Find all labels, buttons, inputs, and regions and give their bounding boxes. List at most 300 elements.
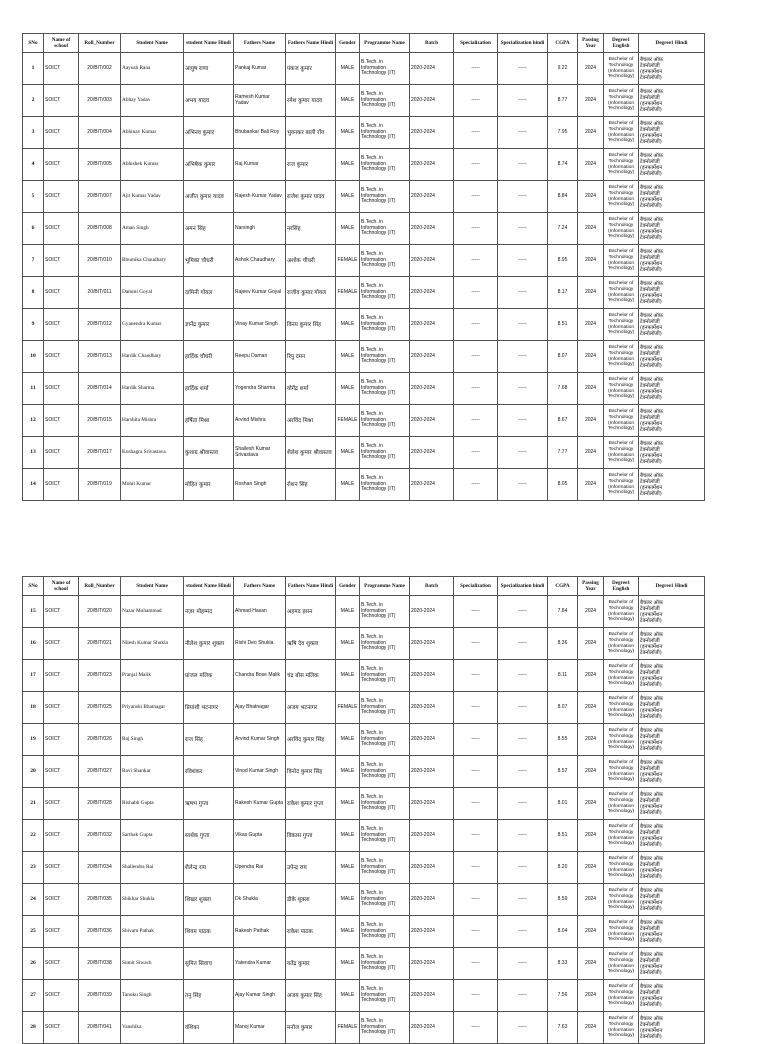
degree-english-line: Bachelor of — [608, 217, 634, 223]
degree-english-line: Technology — [608, 222, 634, 228]
programme-name — [360, 213, 410, 245]
column-header: Degree1 English — [604, 577, 639, 596]
specialization-hindi: ----- — [498, 820, 548, 852]
specialization-hindi: ----- — [498, 341, 548, 373]
table-row — [23, 469, 705, 501]
student-name: Tanuku Singh — [121, 980, 184, 1012]
student-name: Sarthak Gupta — [121, 820, 184, 852]
father-name-hindi: राज कुमार — [286, 149, 336, 181]
degree-english-line: Technology) — [607, 298, 635, 304]
programme-line: B.Tech. in — [361, 954, 383, 961]
school-name: SOICT — [44, 53, 79, 85]
programme-line: Technology (IT) — [361, 869, 396, 876]
degree-hindi-line: टेक्नोलॉजी) — [640, 170, 662, 177]
school-name: SOICT — [44, 884, 79, 916]
passing-year: 2024 — [578, 628, 604, 660]
programme-line: Technology (IT) — [361, 454, 396, 461]
degree-hindi-line: टेक्नोलॉजी — [640, 94, 660, 101]
degree-english-line: Technology — [608, 382, 634, 388]
degree-english — [604, 373, 639, 405]
school-name: SOICT — [44, 852, 79, 884]
column-header: Programme Name — [360, 577, 410, 596]
programme-line: Technology (IT) — [361, 230, 396, 237]
degree-english-line: (Information — [607, 292, 635, 298]
programme-line: B.Tech. in — [361, 251, 383, 258]
programme-line: Information — [361, 767, 387, 774]
specialization-hindi: ----- — [498, 660, 548, 692]
degree-english — [604, 724, 639, 756]
student-name-hindi: हार्दिक शर्मा — [184, 373, 234, 405]
degree-hindi-line: (इनफार्मेशन — [640, 675, 663, 682]
cgpa: 7.68 — [548, 373, 578, 405]
degree-hindi-line: (इनफार्मेशन — [640, 995, 663, 1002]
degree-english-line: Technology) — [607, 330, 635, 336]
programme-name — [360, 884, 410, 916]
serial-number: 23 — [23, 852, 44, 884]
serial-number: 8 — [23, 277, 44, 309]
specialization-hindi: ----- — [498, 405, 548, 437]
column-header: Student Name — [121, 34, 184, 53]
specialization: ----- — [454, 628, 498, 660]
specialization: ----- — [454, 437, 498, 469]
degree-hindi-line: टेक्नोलॉजी) — [640, 362, 662, 369]
roll-number: 20/BIT/019 — [79, 469, 121, 501]
student-name: Pranjal Malik — [121, 660, 184, 692]
student-name: Damini Goyal — [121, 277, 184, 309]
student-name-hindi: नीलेश कुमार शुक्ला — [184, 628, 234, 660]
degree-hindi-line: टेक्नोलॉजी) — [640, 458, 662, 465]
father-name-hindi: विकास गुप्ता — [286, 820, 336, 852]
degree-english-line: Technology — [608, 989, 634, 995]
student-name-hindi: वंशिका — [184, 1012, 234, 1044]
serial-number: 17 — [23, 660, 44, 692]
specialization: ----- — [454, 149, 498, 181]
degree-english-line: (Information — [607, 484, 635, 490]
programme-line: Technology (IT) — [361, 901, 396, 908]
cgpa: 7.95 — [548, 117, 578, 149]
father-name: Ramesh Kumar Yadav — [234, 85, 286, 117]
degree-english — [604, 245, 639, 277]
school-name: SOICT — [44, 469, 79, 501]
gender: MALE — [336, 916, 360, 948]
degree-hindi-line: (इनफार्मेशन — [640, 707, 663, 714]
degree-hindi-line: टेक्नोलॉजी — [640, 893, 660, 900]
specialization-hindi: ----- — [498, 373, 548, 405]
degree-english-line: Technology) — [607, 490, 635, 496]
degree-hindi-line: टेक्नोलॉजी — [640, 861, 660, 868]
degree-hindi — [639, 373, 705, 405]
father-name: Vikas Gupta — [234, 820, 286, 852]
degree-english-line: Technology — [608, 478, 634, 484]
table-row — [23, 1012, 705, 1044]
passing-year: 2024 — [578, 469, 604, 501]
father-name-hindi: शैलेश कुमार श्रीवास्तव — [286, 437, 336, 469]
degree-hindi-line: टेक्नोलॉजी) — [640, 394, 662, 401]
passing-year: 2024 — [578, 341, 604, 373]
gender: MALE — [336, 117, 360, 149]
programme-line: Information — [361, 991, 387, 998]
specialization-hindi: ----- — [498, 277, 548, 309]
degree-hindi-line: बैचलर ऑफ़ — [640, 663, 663, 670]
batch: 2020-2024 — [410, 980, 454, 1012]
cgpa: 8.84 — [548, 181, 578, 213]
programme-line: Technology (IT) — [361, 773, 396, 780]
roll-number: 20/BIT/011 — [79, 277, 121, 309]
student-name-hindi: हर्षिता मिश्रा — [184, 405, 234, 437]
degree-hindi-line: टेक्नोलॉजी — [640, 478, 660, 485]
degree-english-line: Technology — [608, 893, 634, 899]
degree-hindi-line: (इनफार्मेशन — [640, 420, 663, 427]
degree-english — [604, 469, 639, 501]
degree-english-line: Technology — [608, 126, 634, 132]
degree-english-line: Technology) — [607, 266, 635, 272]
degree-english-line: (Information — [607, 356, 635, 362]
student-name-hindi: सार्थक गुप्ता — [184, 820, 234, 852]
father-name-hindi: भुवनकर बाली रॉय — [286, 117, 336, 149]
programme-line: B.Tech. in — [361, 187, 383, 194]
father-name: Reepu Daman — [234, 341, 286, 373]
father-name-hindi: चंद्र बोस मलिक — [286, 660, 336, 692]
specialization-hindi: ----- — [498, 213, 548, 245]
student-name: Abhay Yadav — [121, 85, 184, 117]
programme-line: Technology (IT) — [361, 1029, 396, 1036]
specialization: ----- — [454, 309, 498, 341]
serial-number: 25 — [23, 916, 44, 948]
degree-english-line: Bachelor of — [608, 760, 634, 766]
gender: MALE — [336, 660, 360, 692]
degree-english-line: Bachelor of — [608, 473, 634, 479]
roll-number: 20/BIT/032 — [79, 820, 121, 852]
column-header: Degree1 Hindi — [639, 577, 705, 596]
programme-line: B.Tech. in — [361, 443, 383, 450]
student-name: Kushagra Srivastava — [121, 437, 184, 469]
column-header: Student Name — [121, 577, 184, 596]
degree-english — [604, 309, 639, 341]
degree-english-line: (Information — [607, 420, 635, 426]
cgpa: 8.07 — [548, 341, 578, 373]
cgpa: 7.84 — [548, 596, 578, 628]
father-name-hindi: रिपु दमन — [286, 341, 336, 373]
father-name-hindi: राकेश पाठक — [286, 916, 336, 948]
specialization-hindi: ----- — [498, 884, 548, 916]
programme-name — [360, 85, 410, 117]
degree-hindi-line: टेक्नोलॉजी) — [640, 713, 662, 720]
roll-number: 20/BIT/005 — [79, 149, 121, 181]
father-name: Rakesh Kumar Gupta — [234, 788, 286, 820]
degree-hindi-line: टेक्नोलॉजी — [640, 62, 660, 69]
specialization-hindi: ----- — [498, 181, 548, 213]
degree-english — [604, 788, 639, 820]
programme-line: Technology (IT) — [361, 422, 396, 429]
specialization: ----- — [454, 341, 498, 373]
programme-name — [360, 405, 410, 437]
programme-line: Technology (IT) — [361, 358, 396, 365]
specialization-hindi: ----- — [498, 469, 548, 501]
student-name-hindi: रविशंकर — [184, 756, 234, 788]
table-row — [23, 373, 705, 405]
cgpa: 8.59 — [548, 884, 578, 916]
degree-hindi-line: बैचलर ऑफ़ — [640, 759, 663, 766]
specialization: ----- — [454, 85, 498, 117]
degree-english-line: Technology — [608, 286, 634, 292]
school-name: SOICT — [44, 724, 79, 756]
batch: 2020-2024 — [410, 596, 454, 628]
programme-line: B.Tech. in — [361, 411, 383, 418]
programme-line: Information — [361, 128, 387, 135]
cgpa: 8.36 — [548, 628, 578, 660]
serial-number: 14 — [23, 469, 44, 501]
degree-hindi-line: टेक्नोलॉजी — [640, 158, 660, 165]
programme-line: B.Tech. in — [361, 91, 383, 98]
degree-english-line: Technology) — [607, 106, 635, 112]
degree-hindi — [639, 85, 705, 117]
roll-number: 20/BIT/008 — [79, 213, 121, 245]
programme-line: Information — [361, 831, 387, 838]
roll-number: 20/BIT/041 — [79, 1012, 121, 1044]
father-name: Yatendra Kumar — [234, 948, 286, 980]
degree-english — [604, 149, 639, 181]
degree-english-line: Technology — [608, 414, 634, 420]
roll-number: 20/BIT/023 — [79, 660, 121, 692]
father-name: Rajesh Kumar Yadav — [234, 181, 286, 213]
column-header: CGPA — [548, 577, 578, 596]
programme-line: B.Tech. in — [361, 315, 383, 322]
degree-hindi-line: टेक्नोलॉजी — [640, 669, 660, 676]
degree-english-line: (Information — [607, 803, 635, 809]
degree-hindi-line: टेक्नोलॉजी — [640, 733, 660, 740]
programme-line: Technology (IT) — [361, 837, 396, 844]
specialization-hindi: ----- — [498, 756, 548, 788]
school-name: SOICT — [44, 692, 79, 724]
passing-year: 2024 — [578, 149, 604, 181]
father-name: Ashok Chaudhary — [234, 245, 286, 277]
degree-hindi-line: (इनफार्मेशन — [640, 484, 663, 491]
degree-hindi — [639, 916, 705, 948]
school-name: SOICT — [44, 405, 79, 437]
degree-hindi-line: बैचलर ऑफ़ — [640, 152, 663, 159]
student-name-hindi: हार्दिक चौधरी — [184, 341, 234, 373]
cgpa: 8.20 — [548, 852, 578, 884]
degree-hindi — [639, 884, 705, 916]
degree-hindi — [639, 53, 705, 85]
programme-line: B.Tech. in — [361, 347, 383, 354]
batch: 2020-2024 — [410, 149, 454, 181]
column-header: Roll_Number — [79, 577, 121, 596]
degree-english-line: Technology — [608, 669, 634, 675]
cgpa: 8.17 — [548, 277, 578, 309]
gender: MALE — [336, 85, 360, 117]
table-row — [23, 341, 705, 373]
programme-name — [360, 117, 410, 149]
student-name: Rishabh Gupta — [121, 788, 184, 820]
degree-hindi — [639, 437, 705, 469]
gender: MALE — [336, 373, 360, 405]
table-row — [23, 884, 705, 916]
programme-line: Information — [361, 160, 387, 167]
gender: MALE — [336, 820, 360, 852]
degree-hindi-line: (इनफार्मेशन — [640, 228, 663, 235]
degree-hindi-line: टेक्नोलॉजी) — [640, 426, 662, 433]
student-name: Aman Singh — [121, 213, 184, 245]
student-name-hindi: आयुष राणा — [184, 53, 234, 85]
degree-hindi-line: बैचलर ऑफ़ — [640, 855, 663, 862]
degree-hindi-line: टेक्नोलॉजी) — [640, 681, 662, 688]
student-name: Shikhar Shukla — [121, 884, 184, 916]
degree-english-line: Technology) — [607, 138, 635, 144]
column-header: Specialization hindi — [498, 577, 548, 596]
degree-english-line: (Information — [607, 100, 635, 106]
student-name: Priyanshi Bhatnagar — [121, 692, 184, 724]
student-name: Bhumika Chaudhary — [121, 245, 184, 277]
father-name: Manoj Kumar — [234, 1012, 286, 1044]
degree-hindi-line: (इनफार्मेशन — [640, 68, 663, 75]
degree-english-line: Technology — [608, 1021, 634, 1027]
degree-hindi — [639, 213, 705, 245]
degree-hindi — [639, 181, 705, 213]
programme-name — [360, 628, 410, 660]
specialization-hindi: ----- — [498, 437, 548, 469]
programme-line: B.Tech. in — [361, 986, 383, 993]
degree-english-line: (Information — [607, 643, 635, 649]
degree-english-line: Bachelor of — [608, 600, 634, 606]
student-name: Ajit Kumar Yadav — [121, 181, 184, 213]
school-name: SOICT — [44, 341, 79, 373]
degree-hindi-line: टेक्नोलॉजी — [640, 382, 660, 389]
table-row — [23, 724, 705, 756]
programme-name — [360, 53, 410, 85]
batch: 2020-2024 — [410, 724, 454, 756]
programme-line: Information — [361, 64, 387, 71]
cgpa: 7.56 — [548, 980, 578, 1012]
serial-number: 3 — [23, 117, 44, 149]
degree-hindi-line: (इनफार्मेशन — [640, 1027, 663, 1034]
degree-hindi — [639, 628, 705, 660]
degree-hindi-line: टेक्नोलॉजी — [640, 829, 660, 836]
column-header: CGPA — [548, 34, 578, 53]
gender: MALE — [336, 724, 360, 756]
serial-number: 19 — [23, 724, 44, 756]
school-name: SOICT — [44, 437, 79, 469]
degree-english — [604, 53, 639, 85]
batch: 2020-2024 — [410, 405, 454, 437]
programme-line: Technology (IT) — [361, 677, 396, 684]
student-name: Sumit Siwach — [121, 948, 184, 980]
specialization: ----- — [454, 373, 498, 405]
degree-hindi-line: टेक्नोलॉजी) — [640, 777, 662, 784]
degree-english-line: Technology) — [607, 617, 635, 623]
serial-number: 28 — [23, 1012, 44, 1044]
specialization: ----- — [454, 245, 498, 277]
serial-number: 13 — [23, 437, 44, 469]
father-name-hindi: रमेश कुमार यादव — [286, 85, 336, 117]
table-row — [23, 309, 705, 341]
degree-english-line: Bachelor of — [608, 664, 634, 670]
student-name-hindi: अमन सिंह — [184, 213, 234, 245]
father-name-hindi: विनोद कुमार सिंह — [286, 756, 336, 788]
degree-hindi — [639, 469, 705, 501]
batch: 2020-2024 — [410, 373, 454, 405]
specialization-hindi: ----- — [498, 245, 548, 277]
degree-english — [604, 277, 639, 309]
programme-line: Technology (IT) — [361, 70, 396, 77]
degree-hindi-line: (इनफार्मेशन — [640, 292, 663, 299]
degree-english — [604, 692, 639, 724]
degree-english-line: Bachelor of — [608, 121, 634, 127]
degree-english — [604, 756, 639, 788]
roll-number: 20/BIT/015 — [79, 405, 121, 437]
degree-english — [604, 85, 639, 117]
father-name: Roshan Singh — [234, 469, 286, 501]
father-name-hindi: विनय कुमार सिंह — [286, 309, 336, 341]
specialization-hindi: ----- — [498, 788, 548, 820]
degree-hindi-line: बैचलर ऑफ़ — [640, 280, 663, 287]
degree-hindi — [639, 1012, 705, 1044]
table-row — [23, 245, 705, 277]
column-header: Passing Year — [578, 34, 604, 53]
degree-hindi-line: टेक्नोलॉजी — [640, 222, 660, 229]
specialization: ----- — [454, 596, 498, 628]
serial-number: 18 — [23, 692, 44, 724]
degree-english-line: Technology — [608, 350, 634, 356]
school-name: SOICT — [44, 788, 79, 820]
degree-hindi — [639, 596, 705, 628]
degree-hindi-line: टेक्नोलॉजी) — [640, 234, 662, 241]
passing-year: 2024 — [578, 373, 604, 405]
programme-name — [360, 1012, 410, 1044]
degree-english-line: (Information — [607, 1027, 635, 1033]
degree-english-line: Technology — [608, 254, 634, 260]
degree-hindi-line: टेक्नोलॉजी — [640, 190, 660, 197]
roll-number: 20/BIT/039 — [79, 980, 121, 1012]
father-name-hindi: अजय भटनागर — [286, 692, 336, 724]
column-header: Fathers Name Hindi — [286, 577, 336, 596]
degree-english-line: Technology) — [607, 234, 635, 240]
roll-number: 20/BIT/002 — [79, 53, 121, 85]
cgpa: 8.05 — [548, 469, 578, 501]
degree-english-line: Technology) — [607, 362, 635, 368]
degree-english-line: Technology) — [607, 713, 635, 719]
specialization: ----- — [454, 117, 498, 149]
student-name-hindi: प्रियांशी भटनागर — [184, 692, 234, 724]
degree-hindi — [639, 341, 705, 373]
degree-hindi — [639, 852, 705, 884]
specialization-hindi: ----- — [498, 724, 548, 756]
degree-english-line: Bachelor of — [608, 57, 634, 63]
student-name-hindi: अजीत कुमार यादव — [184, 181, 234, 213]
degree-english — [604, 948, 639, 980]
degree-hindi-line: (इनफार्मेशन — [640, 771, 663, 778]
degree-english-line: Technology — [608, 94, 634, 100]
table-header-row — [23, 577, 705, 596]
degree-hindi-line: बैचलर ऑफ़ — [640, 376, 663, 383]
specialization-hindi: ----- — [498, 852, 548, 884]
degree-english-line: (Information — [607, 931, 635, 937]
degree-hindi-line: टेक्नोलॉजी — [640, 765, 660, 772]
degree-hindi-line: बैचलर ऑफ़ — [640, 344, 663, 351]
programme-line: B.Tech. in — [361, 123, 383, 130]
father-name-hindi: डीके शुक्ला — [286, 884, 336, 916]
programme-line: Information — [361, 959, 387, 966]
programme-line: B.Tech. in — [361, 379, 383, 386]
programme-name — [360, 948, 410, 980]
programme-line: Technology (IT) — [361, 134, 396, 141]
degree-english-line: Technology — [608, 765, 634, 771]
school-name: SOICT — [44, 149, 79, 181]
degree-hindi — [639, 692, 705, 724]
degree-english — [604, 117, 639, 149]
degree-english-line: Bachelor of — [608, 824, 634, 830]
degree-english-line: Technology — [608, 861, 634, 867]
